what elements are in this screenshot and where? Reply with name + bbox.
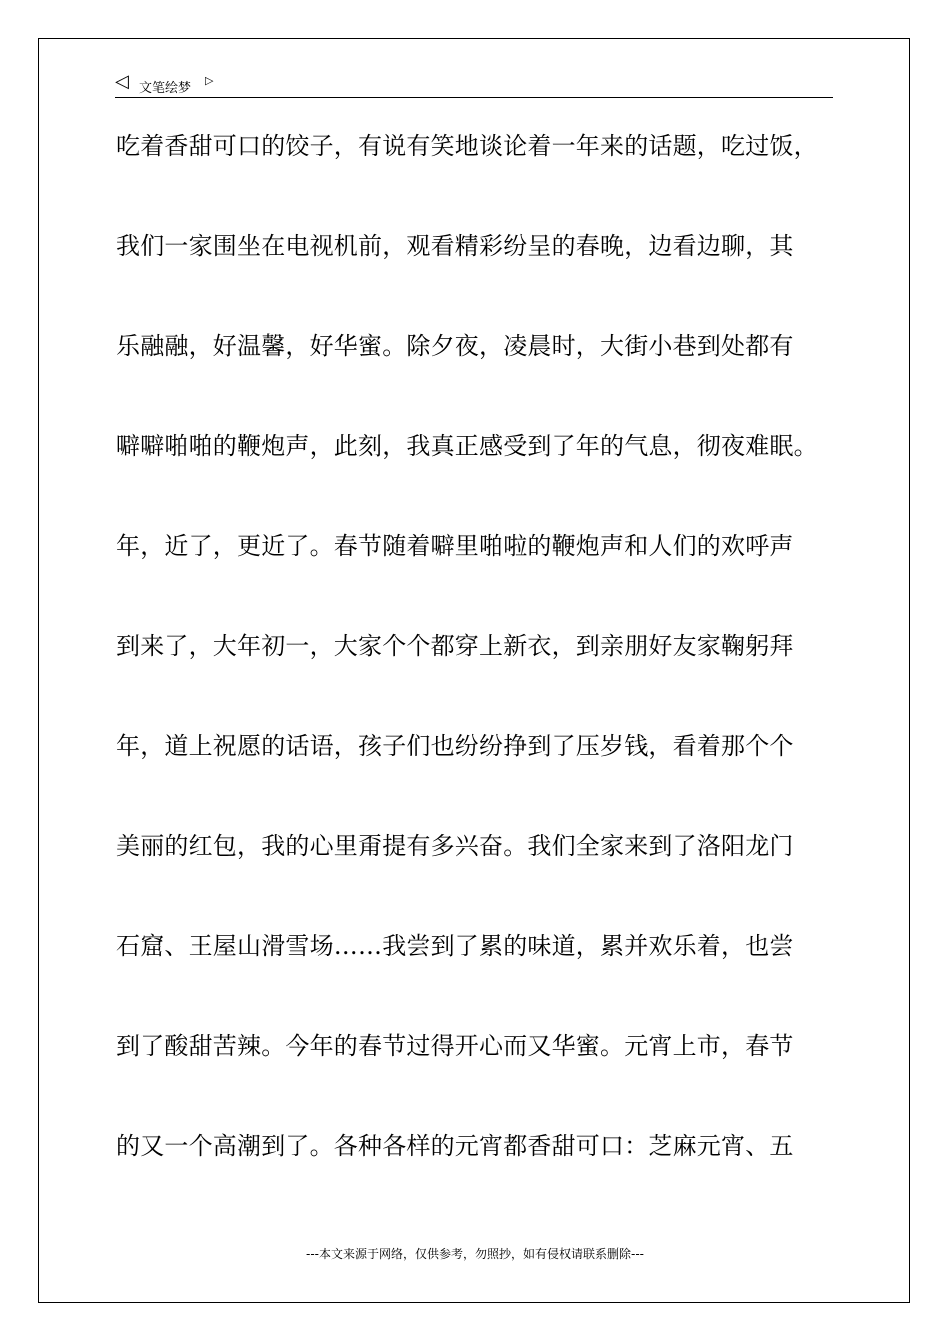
page-footer: ---本文来源于网络，仅供参考，勿照抄，如有侵权请联系删除--- <box>306 1247 644 1261</box>
header-brand: 文笔绘梦 <box>139 81 192 96</box>
document-body <box>116 126 876 1226</box>
text-line: 的又一个高潮到了。各种各样的元宵都香甜可口：芝麻元宵、五 <box>116 1132 794 1160</box>
text-line: 美丽的红包，我的心里甭提有多兴奋。我们全家来到了洛阳龙门 <box>116 832 794 860</box>
text-line: 石窟、王屋山滑雪场……我尝到了累的味道，累并欢乐着，也尝 <box>116 932 794 960</box>
text-line: 年，道上祝愿的话语，孩子们也纷纷挣到了压岁钱，看着那个个 <box>116 732 794 760</box>
text-line: 年，近了，更近了。春节随着噼里啪啦的鞭炮声和人们的欢呼声 <box>116 532 794 560</box>
page-header <box>115 72 833 98</box>
text-line: 我们一家围坐在电视机前，观看精彩纷呈的春晚，边看边聊，其 <box>116 232 794 260</box>
text-line: 到来了，大年初一，大家个个都穿上新衣，到亲朋好友家鞠躬拜 <box>116 632 794 660</box>
text-line: 吃着香甜可口的饺子，有说有笑地谈论着一年来的话题，吃过饭， <box>116 132 818 160</box>
text-line: 乐融融，好温馨，好华蜜。除夕夜，凌晨时，大街小巷到处都有 <box>116 332 794 360</box>
right-triangle-icon: ▷ <box>205 74 214 87</box>
left-triangle-icon: ◁ <box>115 71 129 92</box>
text-line: 到了酸甜苦辣。今年的春节过得开心而又华蜜。元宵上市，春节 <box>116 1032 794 1060</box>
text-line: 噼噼啪啪的鞭炮声，此刻，我真正感受到了年的气息，彻夜难眠。 <box>116 432 818 460</box>
